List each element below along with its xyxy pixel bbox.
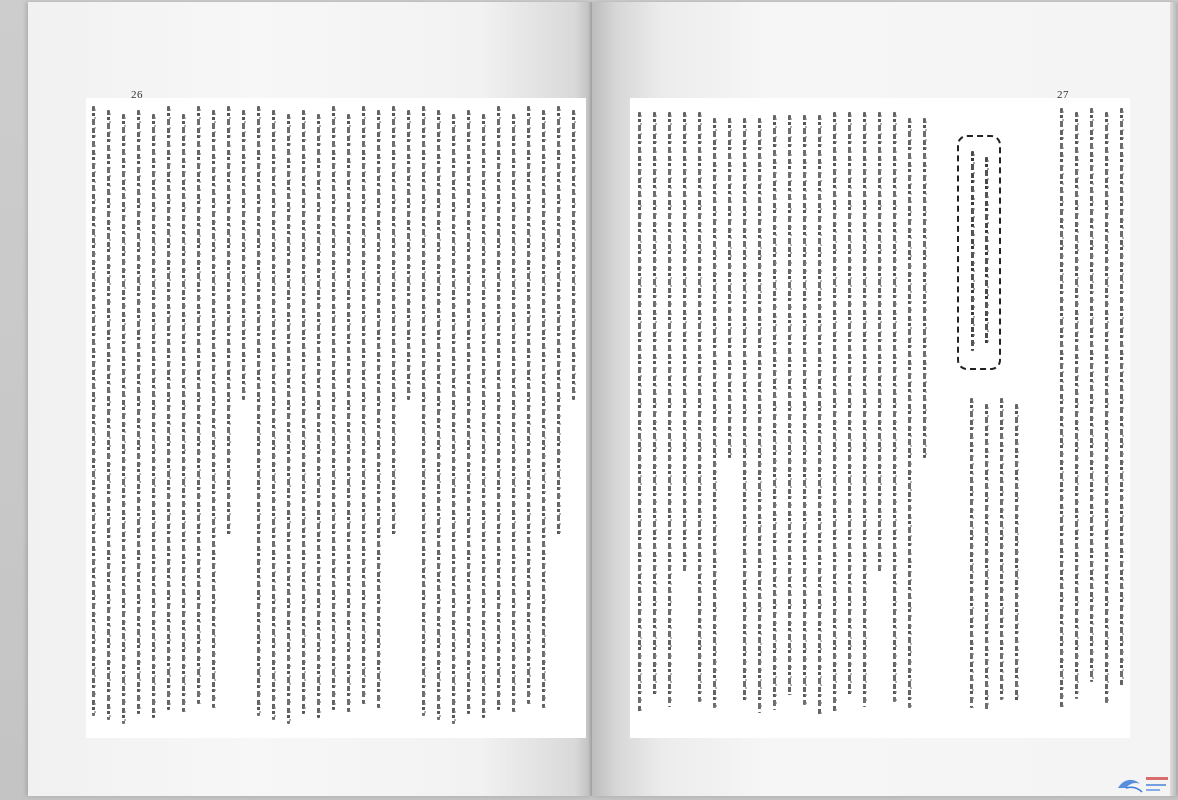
vertical-text-line: [137, 110, 140, 714]
vertical-text-line: [437, 110, 440, 720]
vertical-text-line: [197, 106, 200, 704]
vertical-text-line: [572, 110, 575, 400]
vertical-text-line: [257, 106, 260, 716]
chapter-title-box: [957, 135, 1001, 370]
right-page: [592, 2, 1176, 796]
vertical-text-line: [773, 115, 776, 710]
bird-logo-icon: [1112, 772, 1172, 796]
vertical-text-line: [1120, 108, 1123, 686]
vertical-text-line: [467, 110, 470, 714]
vertical-text-line: [377, 110, 380, 708]
vertical-text-line: [833, 112, 836, 712]
vertical-text-line: [362, 106, 365, 704]
vertical-text-line: [392, 106, 395, 536]
vertical-text-line: [848, 112, 851, 697]
vertical-text-line: [527, 106, 530, 704]
vertical-text-line: [167, 106, 170, 710]
vertical-text-line: [122, 114, 125, 724]
vertical-text-line: [107, 110, 110, 720]
vertical-text-line: [152, 114, 155, 718]
vertical-text-line: [908, 118, 911, 708]
vertical-text-line: [212, 110, 215, 708]
vertical-text-line: [713, 118, 716, 708]
vertical-text-line: [1060, 108, 1063, 708]
vertical-text-line: [92, 106, 95, 716]
vertical-text-line: [302, 110, 305, 714]
vertical-text-line: [985, 404, 988, 710]
vertical-text-line: [272, 110, 275, 720]
vertical-text-line: [452, 114, 455, 724]
vertical-text-line: [758, 118, 761, 713]
vertical-text-line: [182, 114, 185, 712]
open-book: [28, 2, 1176, 798]
vertical-text-line: [638, 112, 641, 712]
vertical-text-line: [1000, 398, 1003, 700]
vertical-text-line: [803, 115, 806, 705]
vertical-text-line: [1015, 404, 1018, 702]
vertical-text-line: [923, 118, 926, 458]
vertical-text-line: [863, 112, 866, 707]
vertical-text-line: [971, 151, 974, 351]
vertical-text-line: [878, 112, 881, 572]
vertical-text-line: [668, 112, 671, 707]
vertical-text-line: [242, 110, 245, 400]
vertical-text-line: [317, 114, 320, 718]
vertical-text-line: [743, 118, 746, 703]
vertical-text-line: [788, 115, 791, 695]
vertical-text-line: [893, 112, 896, 702]
vertical-text-line: [287, 114, 290, 724]
vertical-text-line: [497, 106, 500, 710]
left-page-number: 26: [131, 89, 143, 101]
vertical-text-line: [227, 106, 230, 536]
vertical-text-line: [422, 106, 425, 716]
vertical-text-line: [347, 114, 350, 712]
vertical-text-line: [482, 114, 485, 718]
vertical-text-line: [818, 115, 821, 715]
vertical-text-line: [557, 106, 560, 536]
right-page-number: 27: [1057, 89, 1069, 101]
vertical-text-line: [683, 112, 686, 572]
left-page: [28, 2, 592, 796]
vertical-text-line: [332, 106, 335, 710]
vertical-text-line: [1105, 112, 1108, 703]
page-edge: [1170, 2, 1176, 796]
vertical-text-line: [698, 112, 701, 702]
vertical-text-line: [1075, 112, 1078, 699]
vertical-text-line: [728, 118, 731, 458]
vertical-text-line: [653, 112, 656, 697]
vertical-text-line: [542, 110, 545, 708]
right-text-block: [630, 98, 1130, 738]
vertical-text-line: [512, 114, 515, 712]
left-text-block: [86, 98, 586, 738]
vertical-text-line: [970, 398, 973, 708]
vertical-text-line: [985, 157, 988, 345]
vertical-text-line: [407, 110, 410, 400]
vertical-text-line: [1090, 108, 1093, 682]
